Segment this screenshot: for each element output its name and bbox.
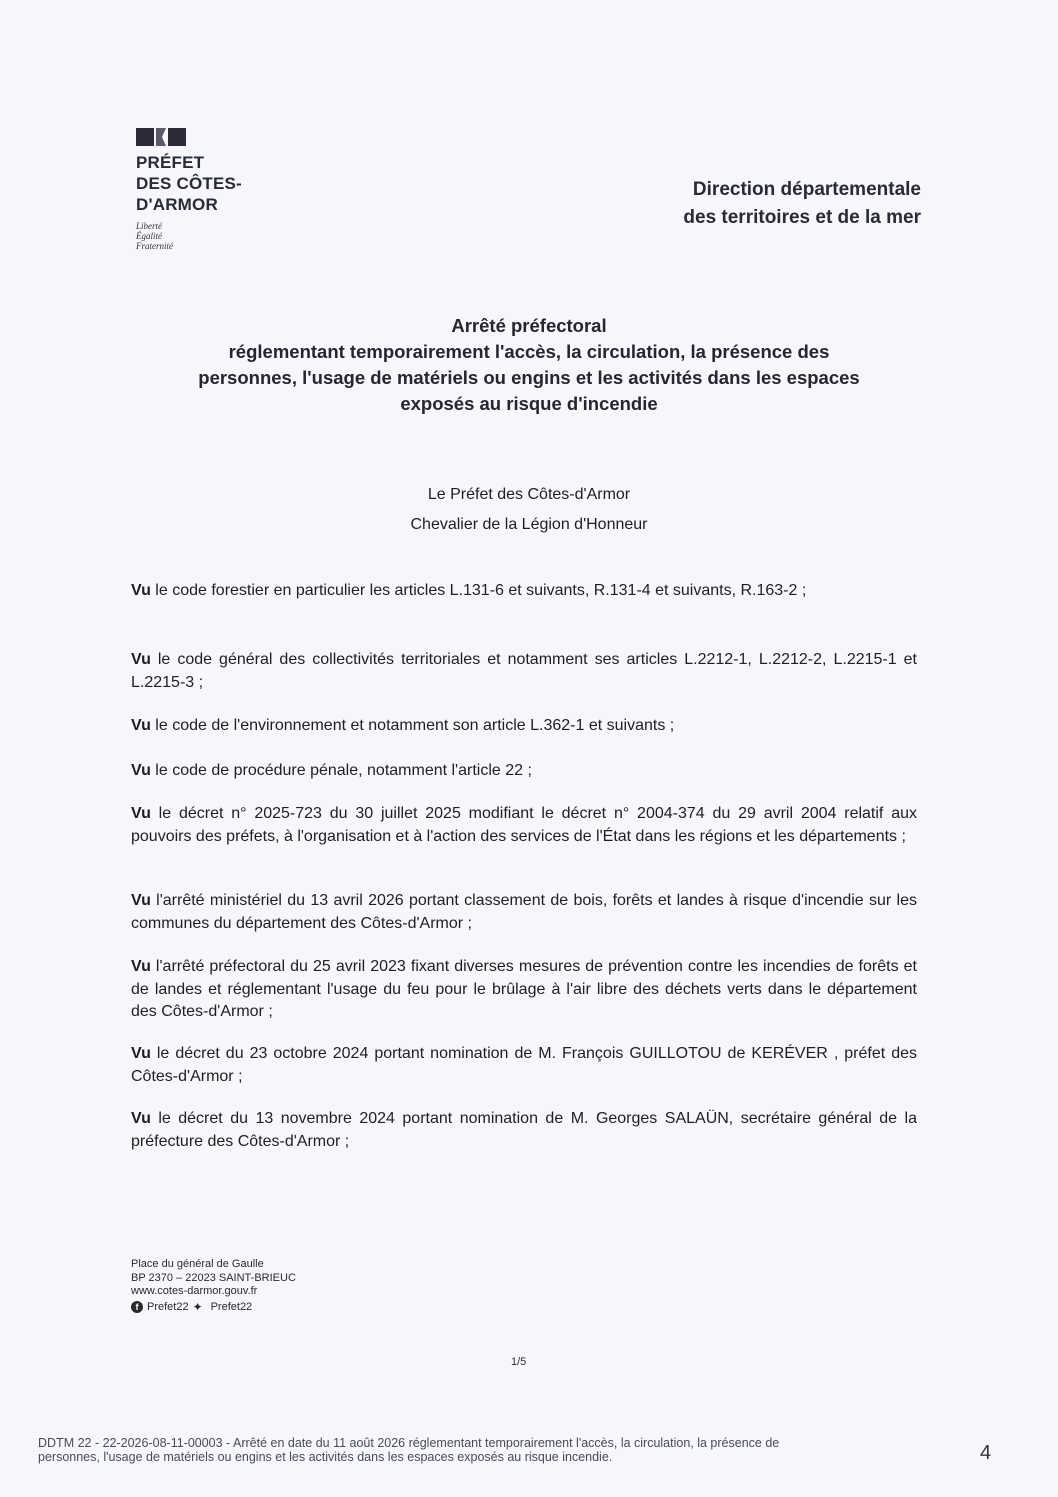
footer-line: DDTM 22 - 22-2026-08-11-00003 - Arrêté en date du 11 août 2026 réglementant temporairement l'accès, la circulation, la présence de <box>38 1436 780 1450</box>
address-line: BP 2370 – 22023 SAINT-BRIEUC <box>131 1271 296 1284</box>
title-line: exposés au risque d'incendie <box>400 393 658 414</box>
vu-paragraph <box>131 1043 917 1088</box>
title-line: personnes, l'usage de matériels ou engins et les activités dans les espaces <box>198 367 860 388</box>
direction-line: des territoires et de la mer <box>683 207 921 228</box>
title-line: réglementant temporairement l'accès, la circulation, la présence des <box>228 341 830 362</box>
vu-lead: Vu <box>131 1110 151 1127</box>
vu-text: le décret du 23 octobre 2024 portant nomination de M. François GUILLOTOU de KERÉVER , préfet des Côtes-d'Armor ; <box>131 1045 917 1085</box>
logo-title <box>136 152 266 215</box>
social-links <box>131 1301 296 1315</box>
stamp-number: 4 <box>980 1442 992 1464</box>
twitter-icon: ✦ <box>192 1299 203 1314</box>
vu-paragraph <box>131 715 917 738</box>
website-link[interactable]: www.cotes-darmor.gouv.fr <box>131 1285 258 1297</box>
prefect-line: Chevalier de la Légion d'Honneur <box>410 516 648 533</box>
vu-text: l'arrêté ministériel du 13 avril 2026 portant classement de bois, forêts et landes à risque d'incendie sur les communes du département des Côtes-d'Armor ; <box>131 892 917 932</box>
direction-line: Direction départementale <box>692 179 921 200</box>
vu-text: l'arrêté préfectoral du 25 avril 2023 fixant diverses mesures de prévention contre les incendies de forêts et de landes et réglementant l'usage du feu pour le brûlage à l'air libre des déchets verts dans le département des Côtes-d'Armor ; <box>131 958 917 1020</box>
issuing-direction <box>683 176 921 232</box>
logo-title-line: PRÉFET <box>136 153 205 172</box>
address-line: Place du général de Gaulle <box>131 1258 264 1270</box>
facebook-handle[interactable]: Prefet22 <box>147 1300 189 1313</box>
prefect-heading <box>120 480 938 540</box>
vu-lead: Vu <box>131 717 151 734</box>
vu-lead: Vu <box>131 805 151 822</box>
twitter-handle[interactable]: Prefet22 <box>210 1300 253 1313</box>
vu-paragraph <box>131 956 917 1024</box>
vu-lead: Vu <box>131 582 151 599</box>
vu-lead: Vu <box>131 892 151 909</box>
vu-paragraph <box>131 1108 917 1153</box>
footer-line: personnes, l'usage de matériels ou engins et les activités dans les espaces exposés au risque incendie. <box>38 1450 613 1464</box>
page-number: 1/5 <box>511 1356 527 1368</box>
vu-lead: Vu <box>131 762 151 779</box>
document-title <box>120 313 938 417</box>
vu-text: le code forestier en particulier les articles L.131-6 et suivants, R.131-4 et suivants, R.163-2 ; <box>150 582 807 599</box>
motto-line: Égalité <box>136 231 162 241</box>
prefecture-address <box>131 1258 296 1314</box>
marianne-flag-icon <box>136 128 266 146</box>
vu-paragraph <box>131 803 917 848</box>
vu-text: le code général des collectivités territoriales et notamment ses articles L.2212-1, L.2212-2, L.2215-1 et L.2215-3 ; <box>131 651 917 691</box>
logo-title-line: DES CÔTES- <box>136 174 242 193</box>
logo-title-line: D'ARMOR <box>136 195 218 214</box>
motto-line: Fraternité <box>136 241 173 251</box>
vu-text: le code de l'environnement et notamment son article L.362-1 et suivants ; <box>150 717 675 734</box>
vu-paragraph <box>131 649 917 694</box>
vu-paragraph <box>131 580 917 603</box>
vu-lead: Vu <box>131 958 151 975</box>
vu-lead: Vu <box>131 651 151 668</box>
republic-motto <box>136 221 266 251</box>
vu-lead: Vu <box>131 1045 151 1062</box>
motto-line: Liberté <box>136 221 162 231</box>
title-line: Arrêté préfectoral <box>451 315 607 336</box>
vu-paragraph <box>131 890 917 935</box>
vu-text: le décret n° 2025-723 du 30 juillet 2025 modifiant le décret n° 2004-374 du 29 avril 2004 relatif aux pouvoirs des préfets, à l'organisation et à l'action des services de l'État dans les régions et les départements ; <box>131 805 917 845</box>
facebook-icon: f <box>131 1301 143 1313</box>
vu-text: le code de procédure pénale, notamment l'article 22 ; <box>150 762 532 779</box>
vu-paragraph <box>131 760 917 783</box>
vu-text: le décret du 13 novembre 2024 portant nomination de M. Georges SALAÜN, secrétaire général de la préfecture des Côtes-d'Armor ; <box>131 1110 917 1150</box>
registration-footer <box>38 1436 918 1464</box>
prefecture-logo <box>136 128 266 251</box>
prefect-line: Le Préfet des Côtes-d'Armor <box>427 486 631 503</box>
